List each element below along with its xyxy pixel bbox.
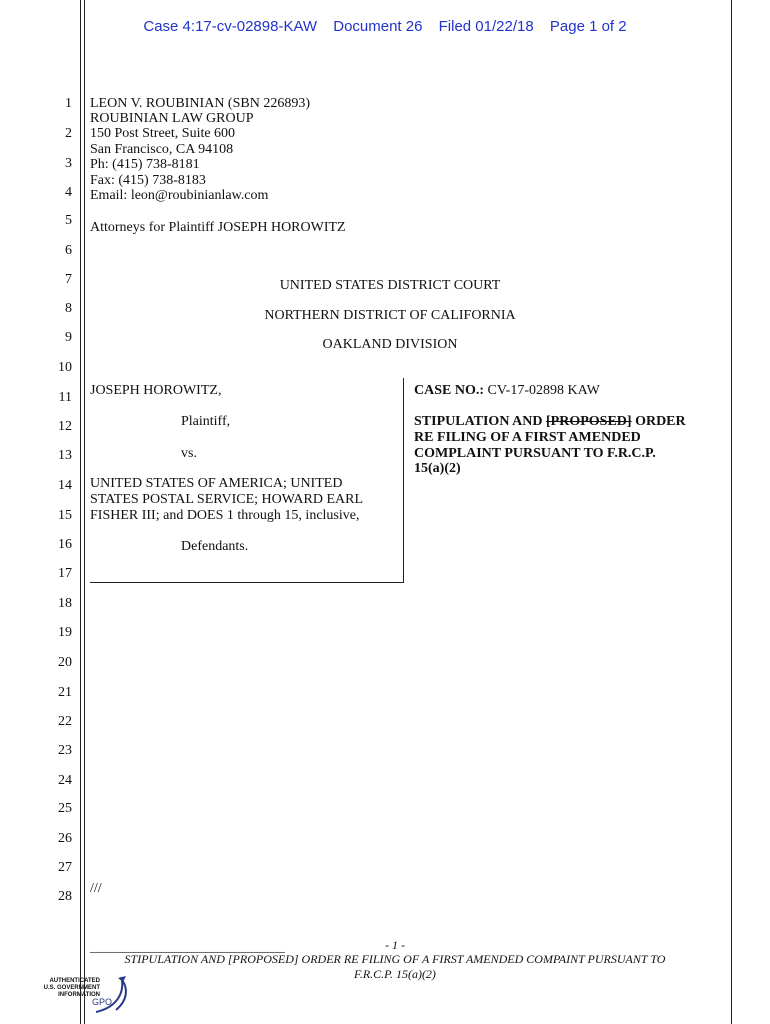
attorneys-for: Attorneys for Plaintiff JOSEPH HOROWITZ	[90, 220, 346, 235]
gpo-line-1: AUTHENTICATED	[49, 978, 100, 984]
line-number: 8	[65, 301, 72, 316]
gpo-line-2: U.S. GOVERNMENT	[43, 985, 100, 991]
document-title-line-1	[414, 414, 686, 430]
case-number-label: CASE NO.:	[414, 383, 485, 398]
attorney-fax: Fax: (415) 738-8183	[90, 173, 206, 188]
line-number: 13	[58, 448, 72, 463]
line-number: 11	[58, 390, 72, 405]
attorney-phone: Ph: (415) 738-8181	[90, 157, 200, 172]
document-title-line-4: 15(a)(2)	[414, 461, 461, 476]
ecf-header	[0, 18, 770, 35]
versus: vs.	[181, 446, 197, 461]
defendants-line-2: STATES POSTAL SERVICE; HOWARD EARL	[90, 492, 364, 507]
line-number: 1	[65, 96, 72, 111]
document-title-line-2: RE FILING OF A FIRST AMENDED	[414, 430, 641, 445]
line-number: 24	[58, 773, 72, 788]
footer-title-line-2: F.R.C.P. 15(a)(2)	[354, 967, 436, 981]
line-number: 17	[58, 566, 72, 581]
line-number: 19	[58, 625, 72, 640]
attorney-name: LEON V. ROUBINIAN (SBN 226893)	[90, 96, 310, 111]
title-order: ORDER	[631, 414, 686, 429]
attorney-firm: ROUBINIAN LAW GROUP	[90, 111, 254, 126]
line-number: 15	[58, 508, 72, 523]
line-number: 18	[58, 596, 72, 611]
line-number: 2	[65, 126, 72, 141]
attorney-city: San Francisco, CA 94108	[90, 142, 234, 157]
line-number: 26	[58, 831, 72, 846]
line-number: 4	[65, 185, 72, 200]
title-proposed-struck: [PROPOSED]	[546, 414, 632, 429]
line-number: 27	[58, 860, 72, 875]
line-number: 6	[65, 243, 72, 258]
line-number: 16	[58, 537, 72, 552]
left-margin-rule-outer	[80, 0, 81, 1024]
right-margin-rule	[731, 0, 732, 1024]
attorney-street: 150 Post Street, Suite 600	[90, 126, 236, 141]
continuation-marks: ///	[90, 881, 102, 896]
gpo-mark-text: GPO	[92, 997, 113, 1007]
footer-page-number: - 1 -	[385, 938, 405, 952]
plaintiff-name: JOSEPH HOROWITZ,	[90, 383, 222, 398]
attorney-email: Email: leon@roubinianlaw.com	[90, 188, 269, 203]
defendants-role: Defendants.	[181, 539, 249, 554]
line-number: 20	[58, 655, 72, 670]
defendants-line-1: UNITED STATES OF AMERICA; UNITED	[90, 476, 343, 491]
line-number: 7	[65, 272, 72, 287]
footer-rule: ______________________________	[90, 939, 285, 954]
title-stipulation: STIPULATION AND	[414, 414, 546, 429]
gpo-authentication-badge	[42, 974, 134, 1018]
line-number: 22	[58, 714, 72, 729]
line-number: 21	[58, 685, 72, 700]
line-number: 10	[58, 360, 72, 375]
header-document-number: Document 26	[333, 18, 423, 35]
court-division: OAKLAND DIVISION	[322, 337, 458, 352]
defendants-line-3: FISHER III; and DOES 1 through 15, inclusive,	[90, 508, 360, 523]
header-page-count: Page 1 of 2	[549, 18, 627, 35]
line-number: 14	[58, 478, 72, 493]
footer-title-line-1: STIPULATION AND [PROPOSED] ORDER RE FILING OF A FIRST AMENDED COMPAINT PURSUANT TO	[124, 952, 666, 966]
document-title-line-3: COMPLAINT PURSUANT TO F.R.C.P.	[414, 446, 656, 461]
line-number: 3	[65, 156, 72, 171]
court-name: UNITED STATES DISTRICT COURT	[279, 278, 501, 293]
line-number: 28	[58, 889, 72, 904]
case-number-value: CV-17-02898 KAW	[487, 383, 600, 398]
left-margin-rule-inner	[84, 0, 85, 1024]
plaintiff-role: Plaintiff,	[181, 414, 231, 429]
header-filed-date: Filed 01/22/18	[438, 18, 534, 35]
gpo-eagle-icon	[88, 974, 134, 1018]
header-case-number: Case 4:17-cv-02898-KAW	[143, 18, 318, 35]
gpo-line-3: INFORMATION	[58, 992, 100, 998]
line-number: 5	[65, 213, 72, 228]
line-number: 9	[65, 330, 72, 345]
line-number: 25	[58, 801, 72, 816]
case-number	[414, 383, 600, 399]
line-number: 23	[58, 743, 72, 758]
court-district: NORTHERN DISTRICT OF CALIFORNIA	[264, 308, 516, 323]
line-number: 12	[58, 419, 72, 434]
